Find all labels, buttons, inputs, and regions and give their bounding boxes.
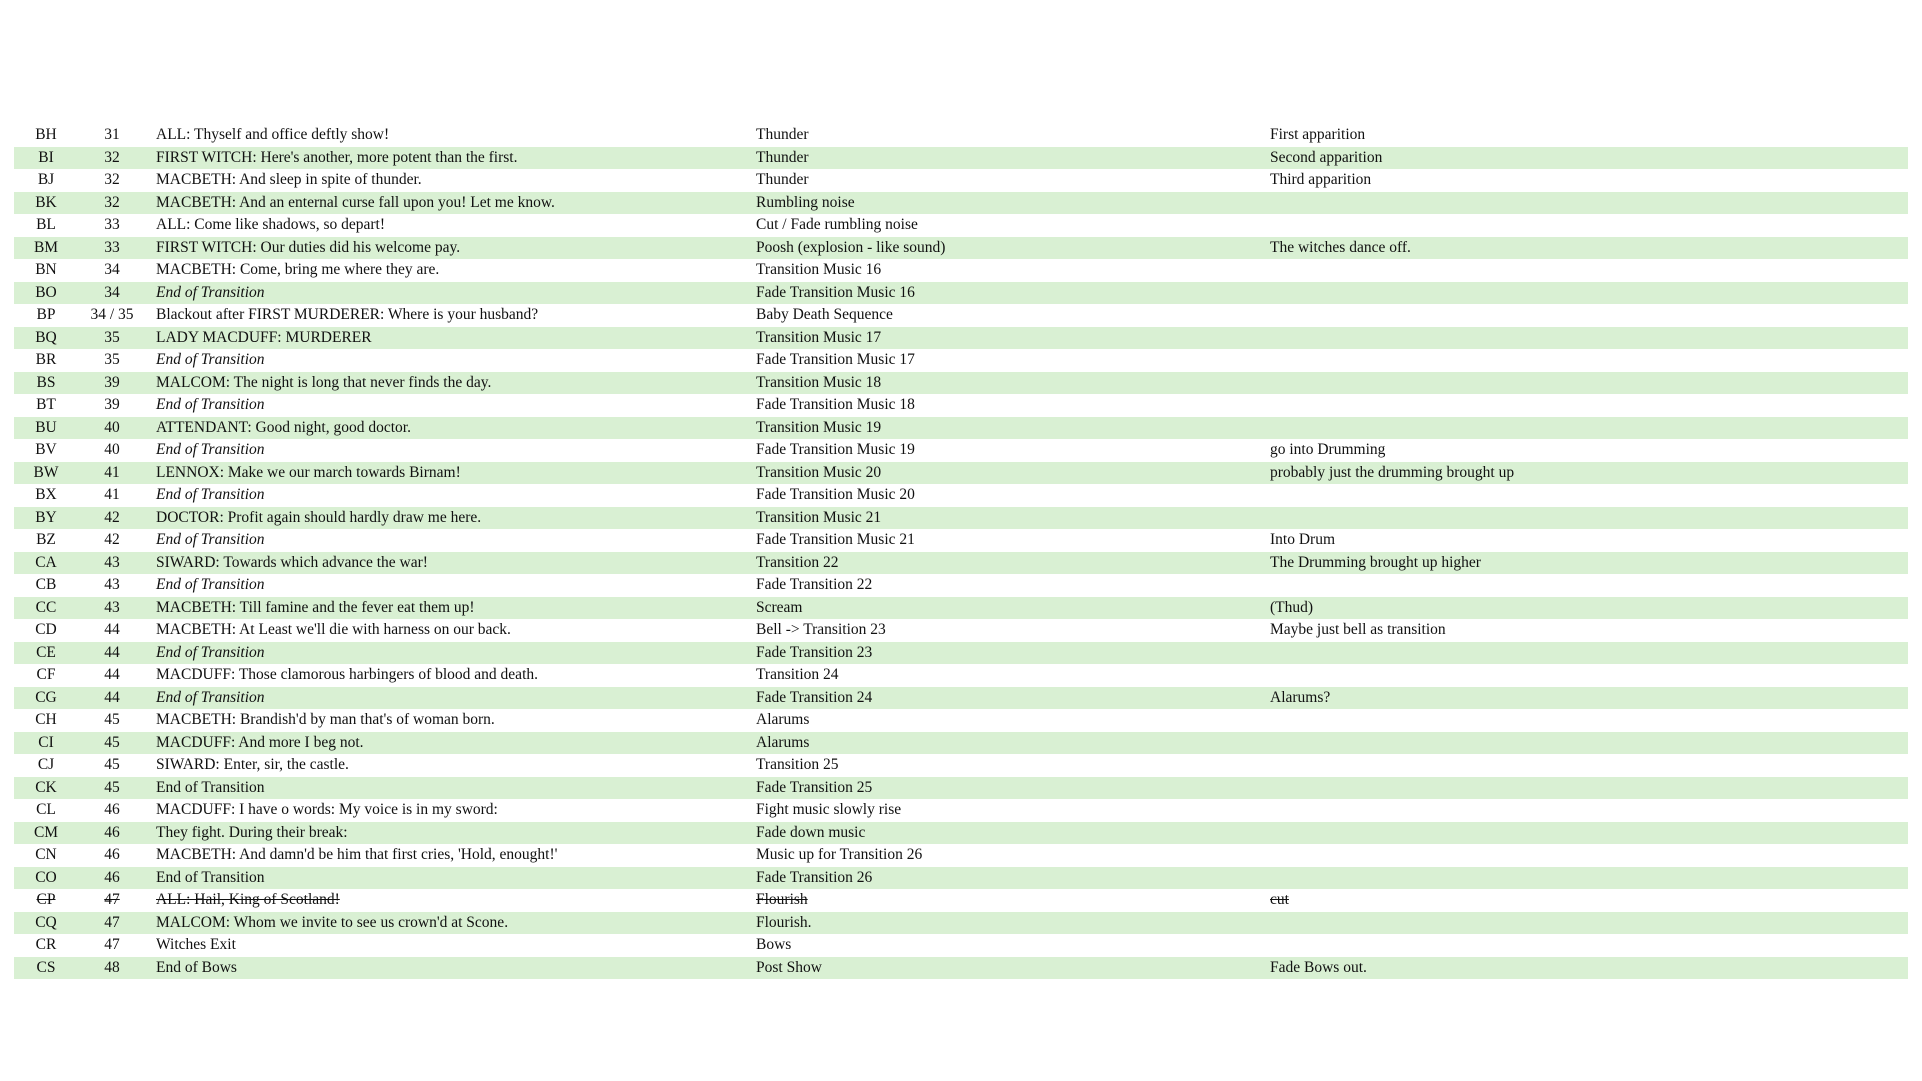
cue-line-cell[interactable]: SIWARD: Enter, sir, the castle. [156, 756, 349, 773]
notes-cell[interactable]: Into Drum [1270, 531, 1336, 548]
cue-line-cell[interactable]: End of Transition [156, 868, 265, 886]
cue-row[interactable] [14, 912, 1908, 935]
notes-cell[interactable]: First apparition [1270, 126, 1366, 143]
sound-cue-cell[interactable]: Fade Transition Music 20 [756, 486, 915, 503]
sound-cue-cell[interactable]: Fade Transition 25 [756, 778, 873, 796]
sound-cue-cell[interactable]: Flourish [756, 891, 808, 908]
cue-row[interactable] [14, 327, 1908, 350]
cue-row[interactable] [14, 304, 1908, 327]
cue-line-cell[interactable]: End of Transition [156, 688, 265, 706]
cue-row[interactable] [14, 349, 1908, 372]
cue-line-cell[interactable]: End of Transition [156, 396, 265, 413]
sound-cue-cell[interactable]: Thunder [756, 171, 809, 188]
sound-cue-cell[interactable]: Fade Transition Music 19 [756, 441, 915, 458]
cue-row[interactable] [14, 574, 1908, 597]
cue-id-cell[interactable]: BT [36, 396, 56, 413]
cue-id-cell[interactable]: BI [38, 148, 54, 166]
cue-id-cell[interactable]: CR [35, 936, 57, 953]
cue-row[interactable] [14, 417, 1908, 440]
cue-id-cell[interactable]: CH [35, 711, 57, 728]
cue-id-cell[interactable]: CE [36, 643, 56, 661]
sound-cue-cell[interactable]: Fade Transition 26 [756, 868, 873, 886]
sound-cue-cell[interactable]: Transition Music 20 [756, 463, 882, 481]
page-number-cell[interactable]: 33 [104, 216, 120, 233]
cue-line-cell[interactable]: Blackout after FIRST MURDERER: Where is your husband? [156, 306, 539, 323]
sound-cue-cell[interactable]: Fade Transition Music 16 [756, 283, 915, 301]
sound-cue-cell[interactable]: Transition Music 18 [756, 373, 882, 391]
page-number-cell[interactable]: 44 [104, 666, 120, 683]
page-number-cell[interactable]: 45 [104, 733, 120, 751]
cue-id-cell[interactable]: BZ [36, 531, 56, 548]
cue-id-cell[interactable]: CF [36, 666, 56, 683]
page-number-cell[interactable]: 46 [104, 823, 120, 841]
cue-id-cell[interactable]: CO [35, 868, 57, 886]
cue-id-cell[interactable]: BS [36, 373, 56, 391]
cue-id-cell[interactable]: BP [36, 306, 56, 323]
cue-row[interactable] [14, 529, 1908, 552]
page-number-cell[interactable]: 32 [104, 193, 120, 211]
cue-id-cell[interactable]: BL [36, 216, 56, 233]
sound-cue-cell[interactable]: Fade Transition 23 [756, 643, 873, 661]
cue-row[interactable] [14, 709, 1908, 732]
notes-cell[interactable]: probably just the drumming brought up [1270, 463, 1515, 481]
cue-id-cell[interactable]: BV [35, 441, 57, 458]
cue-row[interactable] [14, 799, 1908, 822]
cue-line-cell[interactable]: End of Transition [156, 531, 265, 548]
sound-cue-cell[interactable]: Cut / Fade rumbling noise [756, 216, 918, 233]
cue-row[interactable] [14, 214, 1908, 237]
cue-line-cell[interactable]: FIRST WITCH: Here's another, more potent than the first. [156, 148, 518, 166]
cue-line-cell[interactable]: End of Transition [156, 486, 265, 503]
cue-line-cell[interactable]: MACBETH: At Least we'll die with harness on our back. [156, 621, 511, 638]
cue-line-cell[interactable]: End of Transition [156, 778, 265, 796]
cue-row[interactable] [14, 192, 1908, 215]
cue-row[interactable] [14, 394, 1908, 417]
cue-row[interactable] [14, 844, 1908, 867]
cue-row[interactable] [14, 687, 1908, 710]
cue-line-cell[interactable]: ALL: Thyself and office deftly show! [156, 126, 390, 143]
page-number-cell[interactable]: 48 [104, 958, 120, 976]
cue-line-cell[interactable]: FIRST WITCH: Our duties did his welcome pay. [156, 238, 461, 256]
page-number-cell[interactable]: 35 [104, 351, 120, 368]
sound-cue-cell[interactable]: Transition 22 [756, 553, 839, 571]
page-number-cell[interactable]: 31 [104, 126, 120, 143]
cue-row[interactable] [14, 372, 1908, 395]
sound-cue-cell[interactable]: Post Show [756, 958, 822, 976]
page-number-cell[interactable]: 43 [104, 598, 120, 616]
cue-id-cell[interactable]: CM [33, 823, 59, 841]
sound-cue-cell[interactable]: Transition Music 21 [756, 508, 882, 526]
notes-cell[interactable]: cut [1270, 891, 1289, 908]
cue-id-cell[interactable]: CJ [37, 756, 55, 773]
notes-cell[interactable]: The Drumming brought up higher [1270, 553, 1481, 571]
cue-id-cell[interactable]: BK [35, 193, 57, 211]
sound-cue-cell[interactable]: Fight music slowly rise [756, 801, 902, 818]
sound-cue-cell[interactable]: Thunder [756, 126, 809, 143]
page-number-cell[interactable]: 42 [104, 508, 120, 526]
notes-cell[interactable]: (Thud) [1270, 598, 1314, 616]
cue-line-cell[interactable]: End of Transition [156, 283, 265, 301]
notes-cell[interactable]: The witches dance off. [1270, 238, 1411, 256]
cue-line-cell[interactable]: MACBETH: And sleep in spite of thunder. [156, 171, 422, 188]
cue-id-cell[interactable]: BH [35, 126, 57, 143]
sound-cue-cell[interactable]: Rumbling noise [756, 193, 855, 211]
page-number-cell[interactable]: 32 [104, 171, 120, 188]
notes-cell[interactable]: Second apparition [1270, 148, 1383, 166]
cue-line-cell[interactable]: LENNOX: Make we our march towards Birnam! [156, 463, 461, 481]
cue-sheet-rows [14, 124, 1908, 979]
page-number-cell[interactable]: 34 [104, 283, 120, 301]
cue-id-cell[interactable]: BU [35, 418, 57, 436]
sound-cue-cell[interactable]: Scream [756, 598, 803, 616]
cue-row[interactable] [14, 889, 1908, 912]
cue-row[interactable] [14, 619, 1908, 642]
page-number-cell[interactable]: 32 [104, 148, 120, 166]
cue-row[interactable] [14, 822, 1908, 845]
cue-id-cell[interactable]: CL [36, 801, 56, 818]
page-number-cell[interactable]: 39 [104, 373, 120, 391]
cue-line-cell[interactable]: End of Transition [156, 576, 265, 593]
page-number-cell[interactable]: 45 [104, 756, 120, 773]
cue-row[interactable] [14, 552, 1908, 575]
cue-row[interactable] [14, 957, 1908, 980]
cue-id-cell[interactable]: CK [35, 778, 57, 796]
cue-id-cell[interactable]: BY [35, 508, 57, 526]
page-number-cell[interactable]: 45 [104, 711, 120, 728]
cue-row[interactable] [14, 439, 1908, 462]
cue-row[interactable] [14, 507, 1908, 530]
page-number-cell[interactable]: 44 [104, 643, 120, 661]
page-number-cell[interactable]: 47 [104, 891, 120, 908]
notes-cell[interactable]: Maybe just bell as transition [1270, 621, 1446, 638]
page-number-cell[interactable]: 44 [104, 621, 120, 638]
cue-line-cell[interactable]: MACBETH: And damn'd be him that first cries, 'Hold, enought!' [156, 846, 558, 863]
cue-id-cell[interactable]: CS [36, 958, 56, 976]
page-number-cell[interactable]: 40 [104, 441, 120, 458]
cue-id-cell[interactable]: BM [33, 238, 59, 256]
cue-id-cell[interactable]: BR [35, 351, 57, 368]
page-number-cell[interactable]: 41 [104, 486, 120, 503]
page-number-cell[interactable]: 33 [104, 238, 120, 256]
page-number-cell[interactable]: 43 [104, 553, 120, 571]
sound-cue-cell[interactable]: Fade down music [756, 823, 866, 841]
cue-line-cell[interactable]: End of Transition [156, 351, 265, 368]
cue-id-cell[interactable]: CP [36, 891, 56, 908]
cue-line-cell[interactable]: End of Transition [156, 441, 265, 458]
page-number-cell[interactable]: 42 [104, 531, 120, 548]
cue-id-cell[interactable]: CD [35, 621, 57, 638]
cue-line-cell[interactable]: MACBETH: Brandish'd by man that's of woman born. [156, 711, 495, 728]
cue-id-cell[interactable]: CI [38, 733, 54, 751]
cue-line-cell[interactable]: MACBETH: And an enternal curse fall upon you! Let me know. [156, 193, 555, 211]
cue-row[interactable] [14, 754, 1908, 777]
page-number-cell[interactable]: 47 [104, 913, 120, 931]
cue-id-cell[interactable]: CB [35, 576, 57, 593]
cue-line-cell[interactable]: Witches Exit [156, 936, 236, 953]
sound-cue-cell[interactable]: Bell -> Transition 23 [756, 621, 886, 638]
page-number-cell[interactable]: 44 [104, 688, 120, 706]
notes-cell[interactable]: Alarums? [1270, 688, 1331, 706]
cue-line-cell[interactable]: They fight. During their break: [156, 823, 348, 841]
page-number-cell[interactable]: 47 [104, 936, 120, 953]
cue-row[interactable] [14, 484, 1908, 507]
page-number-cell[interactable]: 41 [104, 463, 120, 481]
sound-cue-cell[interactable]: Baby Death Sequence [756, 306, 893, 323]
sound-cue-cell[interactable]: Transition 25 [756, 756, 839, 773]
sound-cue-cell[interactable]: Fade Transition 22 [756, 576, 873, 593]
sound-cue-cell[interactable]: Flourish. [756, 913, 812, 931]
sound-cue-cell[interactable]: Bows [756, 936, 792, 953]
cue-row[interactable] [14, 777, 1908, 800]
sound-cue-cell[interactable]: Fade Transition Music 18 [756, 396, 915, 413]
cue-row[interactable] [14, 169, 1908, 192]
cue-line-cell[interactable]: MACDUFF: And more I beg not. [156, 733, 364, 751]
cue-row[interactable] [14, 597, 1908, 620]
cue-line-cell[interactable]: MACDUFF: Those clamorous harbingers of blood and death. [156, 666, 538, 683]
cue-row[interactable] [14, 237, 1908, 260]
cue-id-cell[interactable]: BX [35, 486, 57, 503]
cue-line-cell[interactable]: ALL: Hail, King of Scotland! [156, 891, 340, 908]
sound-cue-cell[interactable]: Fade Transition 24 [756, 688, 873, 706]
cue-line-cell[interactable]: MACDUFF: I have o words: My voice is in my sword: [156, 801, 498, 818]
sound-cue-cell[interactable]: Transition Music 17 [756, 328, 882, 346]
cue-id-cell[interactable]: BJ [37, 171, 55, 188]
notes-cell[interactable]: go into Drumming [1270, 441, 1386, 458]
cue-row[interactable] [14, 124, 1908, 147]
cue-row[interactable] [14, 934, 1908, 957]
cue-line-cell[interactable]: End of Transition [156, 643, 265, 661]
cue-line-cell[interactable]: LADY MACDUFF: MURDERER [156, 328, 372, 346]
cue-id-cell[interactable]: BW [33, 463, 59, 481]
cue-row[interactable] [14, 732, 1908, 755]
cue-id-cell[interactable]: BN [35, 261, 57, 278]
sound-cue-cell[interactable]: Alarums [756, 711, 810, 728]
cue-id-cell[interactable]: CC [35, 598, 57, 616]
page-number-cell[interactable]: 43 [104, 576, 120, 593]
sound-cue-cell[interactable]: Transition Music 19 [756, 418, 882, 436]
notes-cell[interactable]: Third apparition [1270, 171, 1372, 188]
cue-row[interactable] [14, 664, 1908, 687]
page-number-cell[interactable]: 34 / 35 [90, 306, 134, 323]
cue-id-cell[interactable]: BQ [35, 328, 57, 346]
sound-cue-cell[interactable]: Transition 24 [756, 666, 839, 683]
cue-line-cell[interactable]: MALCOM: Whom we invite to see us crown'd at Scone. [156, 913, 509, 931]
page-number-cell[interactable]: 46 [104, 801, 120, 818]
cue-line-cell[interactable]: DOCTOR: Profit again should hardly draw me here. [156, 508, 482, 526]
cue-id-cell[interactable]: CG [35, 688, 57, 706]
cue-id-cell[interactable]: CN [35, 846, 57, 863]
page-number-cell[interactable]: 46 [104, 868, 120, 886]
page-number-cell[interactable]: 45 [104, 778, 120, 796]
sound-cue-cell[interactable]: Music up for Transition 26 [756, 846, 923, 863]
sound-cue-cell[interactable]: Transition Music 16 [756, 261, 882, 278]
sound-cue-cell[interactable]: Poosh (explosion - like sound) [756, 238, 946, 256]
page-number-cell[interactable]: 46 [104, 846, 120, 863]
cue-sheet-table [14, 124, 1908, 979]
sound-cue-cell[interactable]: Fade Transition Music 21 [756, 531, 915, 548]
cue-row[interactable] [14, 462, 1908, 485]
cue-line-cell[interactable]: SIWARD: Towards which advance the war! [156, 553, 428, 571]
notes-cell[interactable]: Fade Bows out. [1270, 958, 1367, 976]
cue-line-cell[interactable]: ALL: Come like shadows, so depart! [156, 216, 386, 233]
cue-id-cell[interactable]: CA [35, 553, 57, 571]
cue-line-cell[interactable]: MACBETH: Till famine and the fever eat them up! [156, 598, 475, 616]
sound-cue-cell[interactable]: Thunder [756, 148, 809, 166]
cue-id-cell[interactable]: BO [35, 283, 57, 301]
cue-line-cell[interactable]: ATTENDANT: Good night, good doctor. [156, 418, 411, 436]
sound-cue-cell[interactable]: Alarums [756, 733, 810, 751]
cue-row[interactable] [14, 147, 1908, 170]
cue-line-cell[interactable]: End of Bows [156, 958, 237, 976]
page-number-cell[interactable]: 40 [104, 418, 120, 436]
page-number-cell[interactable]: 34 [104, 261, 120, 278]
cue-line-cell[interactable]: MALCOM: The night is long that never finds the day. [156, 373, 492, 391]
cue-row[interactable] [14, 867, 1908, 890]
page-number-cell[interactable]: 39 [104, 396, 120, 413]
cue-row[interactable] [14, 642, 1908, 665]
cue-row[interactable] [14, 282, 1908, 305]
sound-cue-cell[interactable]: Fade Transition Music 17 [756, 351, 915, 368]
page-number-cell[interactable]: 35 [104, 328, 120, 346]
cue-line-cell[interactable]: MACBETH: Come, bring me where they are. [156, 261, 440, 278]
cue-id-cell[interactable]: CQ [35, 913, 57, 931]
cue-row[interactable] [14, 259, 1908, 282]
